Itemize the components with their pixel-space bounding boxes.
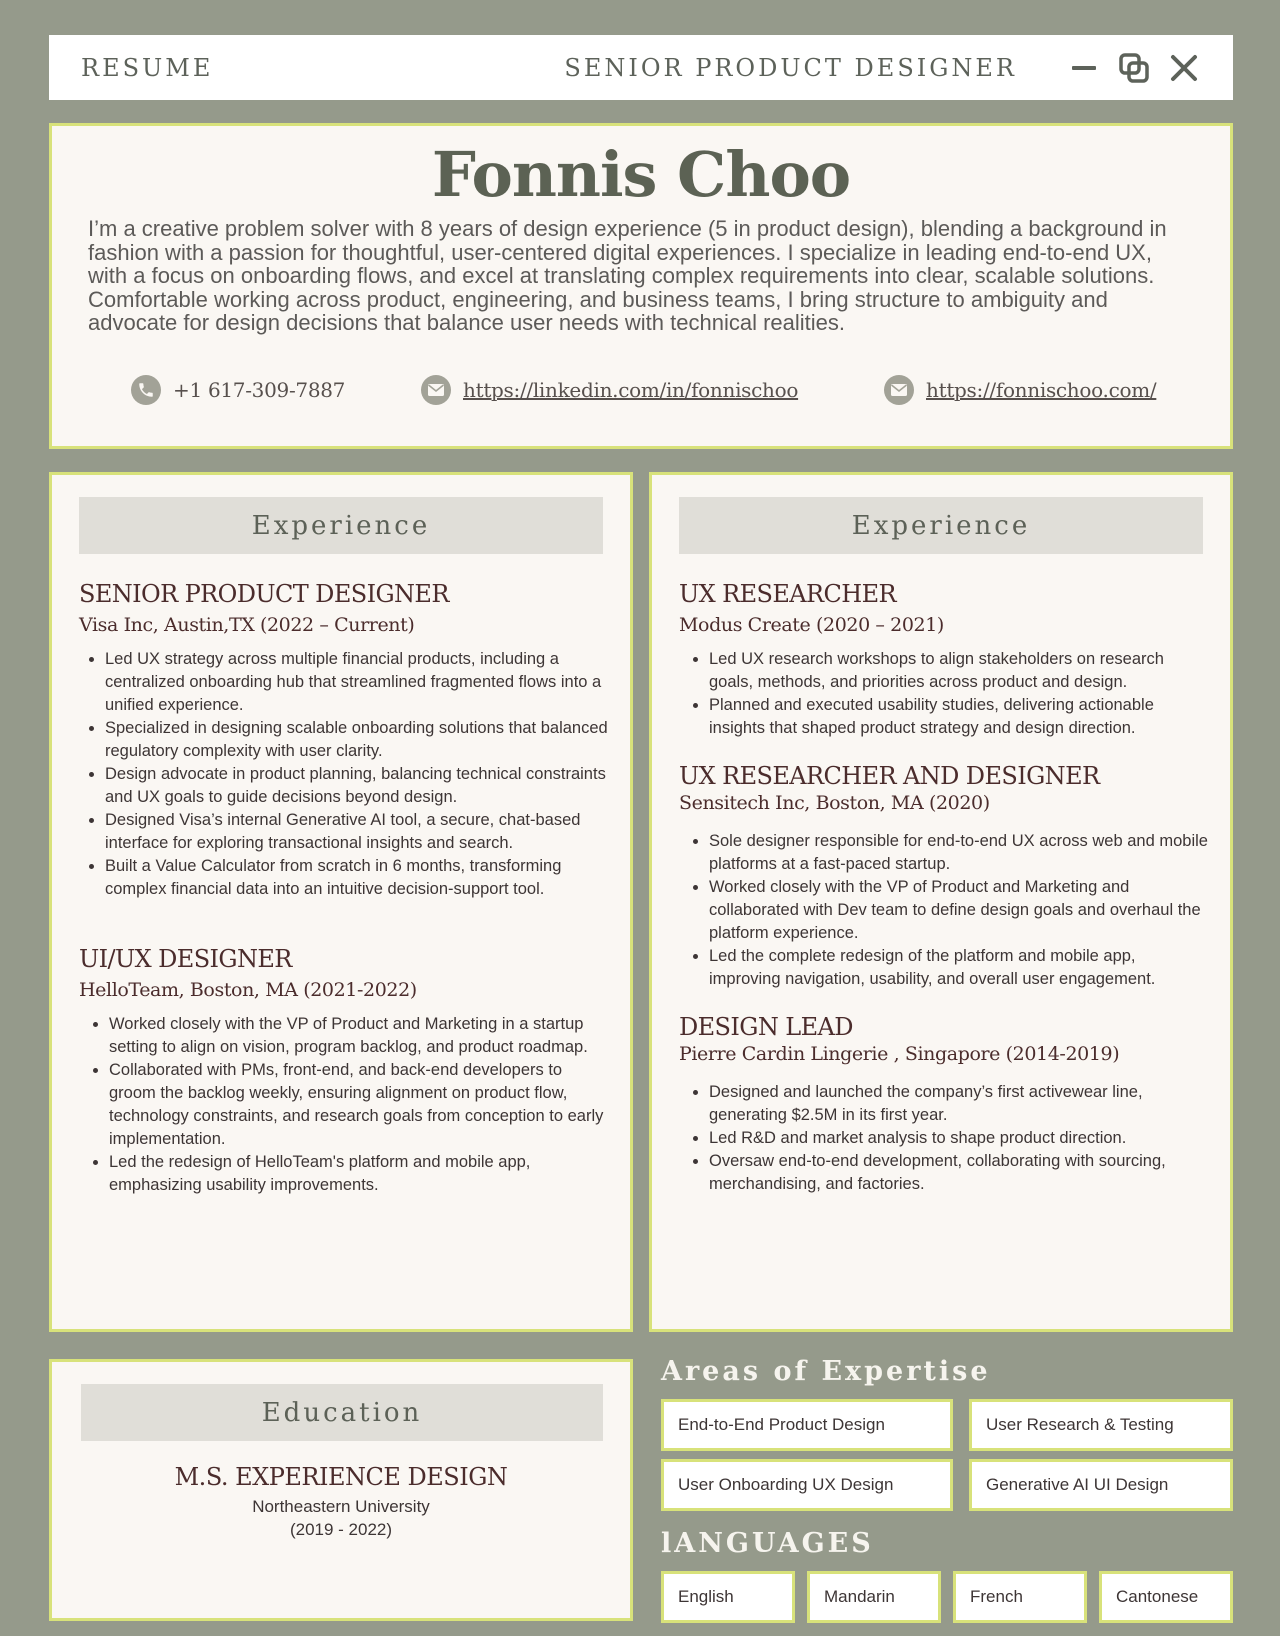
job-bullets [79,648,610,901]
job-entry [679,762,1210,991]
degree-title: M.S. EXPERIENCE DESIGN [174,1463,508,1491]
list-item: • Led UX strategy across multiple financial products, including a centralized onboarding hub that streamlined fragmented flows into a unified experience. [105,648,610,717]
profile-summary: I’m a creative problem solver with 8 years of design experience (5 in product design), blending a background in fashion with a passion for thoughtful, user-centered digital experiences. I specialize in leading end-to-end UX, with a focus on onboarding flows, and excel at translating complex requirements into clear, scalable solutions. Comfortable working across product, engineering, and business teams, I bring structure to ambiguity and advocate for design decisions that balance user needs with technical realities. [88,216,1167,336]
list-item: • Sole designer responsible for end-to-end UX across web and mobile platforms at a fast-paced startup. [709,830,1210,876]
linkedin-link[interactable]: https://linkedin.com/in/fonnischoo [463,378,799,402]
language-chip: French [953,1571,1087,1623]
contact-linkedin [421,375,798,405]
job-bullets [679,830,1210,991]
list-item: • Designed and launched the company’s first activewear line, generating $2.5M in its first year. [709,1081,1210,1127]
list-item: • Oversaw end-to-end development, collaborating with sourcing, merchandising, and factories. [709,1150,1210,1196]
expertise-chip: End-to-End Product Design [661,1399,953,1451]
job-title: UI/UX DESIGNER [79,945,292,973]
job-organization: Modus Create (2020 – 2021) [679,614,944,636]
school-name: Northeastern University [252,1497,430,1516]
list-item: • Led the redesign of HelloTeam's platform and mobile app, emphasizing usability improvements. [109,1151,610,1197]
list-item: • Led UX research workshops to align stakeholders on research goals, methods, and priorities across product and design. [709,648,1210,694]
job-entry [679,1013,1210,1196]
role-label: SENIOR PRODUCT DESIGNER [564,53,1017,82]
list-item: • Built a Value Calculator from scratch in 6 months, transforming complex financial data into an intuitive decision-support tool. [105,855,610,901]
section-heading: Education [81,1384,603,1441]
job-entry [679,580,1210,740]
job-title: UX RESEARCHER AND DESIGNER [679,762,1100,790]
job-title: SENIOR PRODUCT DESIGNER [79,580,449,608]
phone-icon [131,375,161,405]
section-heading: Experience [679,497,1203,554]
list-item: • Collaborated with PMs, front-end, and back-end developers to groom the backlog weekly, ensuring alignment on product flow, technology constraints, and research goals from conception to early implementation. [109,1059,610,1151]
restore-button[interactable] [1117,51,1151,85]
languages-heading: lANGUAGES [661,1528,874,1559]
education-card [49,1359,633,1621]
language-chip: Cantonese [1099,1571,1233,1623]
website-link[interactable]: https://fonnischoo.com/ [926,378,1157,402]
profile-header [49,123,1233,449]
mail-icon [884,375,914,405]
expertise-heading: Areas of Expertise [661,1356,991,1387]
title-bar [49,35,1233,100]
job-organization: Visa Inc, Austin,TX (2022 – Current) [79,614,415,636]
job-organization: Pierre Cardin Lingerie , Singapore (2014-2019) [679,1043,1120,1065]
list-item: • Led the complete redesign of the platform and mobile app, improving navigation, usability, and overall user engagement. [709,945,1210,991]
title-bar-right [564,51,1201,85]
list-item: • Planned and executed usability studies, delivering actionable insights that shaped product strategy and design direction. [709,694,1210,740]
experience-card-left [49,472,633,1332]
expertise-chip: User Onboarding UX Design [661,1459,953,1511]
job-title: DESIGN LEAD [679,1013,853,1041]
mail-icon [421,375,451,405]
phone-number: +1 617-309-7887 [173,378,346,402]
candidate-name: Fonnis Choo [431,138,851,211]
section-heading: Experience [79,497,603,554]
document-label: RESUME [81,53,214,82]
restore-icon [1118,52,1150,84]
expertise-chip: User Research & Testing [969,1399,1233,1451]
minimize-icon [1070,54,1098,82]
job-organization: HelloTeam, Boston, MA (2021-2022) [79,979,417,1001]
list-item: • Worked closely with the VP of Product and Marketing in a startup setting to align on vision, program backlog, and product roadmap. [109,1013,610,1059]
contact-website [884,375,1156,405]
experience-card-right [649,472,1233,1332]
contact-phone [131,375,345,405]
language-chip: Mandarin [807,1571,941,1623]
job-title: UX RESEARCHER [679,580,896,608]
language-chip: English [661,1571,795,1623]
list-item: • Specialized in designing scalable onboarding solutions that balanced regulatory complexity with user clarity. [105,717,610,763]
education-years: (2019 - 2022) [289,1520,393,1539]
job-bullets [679,1081,1210,1196]
job-bullets [79,1013,610,1197]
close-icon [1169,53,1199,83]
list-item: • Designed Visa’s internal Generative AI tool, a secure, chat-based interface for exploring transactional insights and search. [105,809,610,855]
job-entry [79,580,610,901]
job-entry [79,945,610,1197]
list-item: • Worked closely with the VP of Product and Marketing and collaborated with Dev team to define design goals and overhaul the platform experience. [709,876,1210,945]
list-item: • Design advocate in product planning, balancing technical constraints and UX goals to guide decisions beyond design. [105,763,610,809]
minimize-button[interactable] [1067,51,1101,85]
job-organization: Sensitech Inc, Boston, MA (2020) [679,792,990,814]
list-item: • Led R&D and market analysis to shape product direction. [709,1127,1210,1150]
job-bullets [679,648,1210,740]
close-button[interactable] [1167,51,1201,85]
expertise-chip: Generative AI UI Design [969,1459,1233,1511]
